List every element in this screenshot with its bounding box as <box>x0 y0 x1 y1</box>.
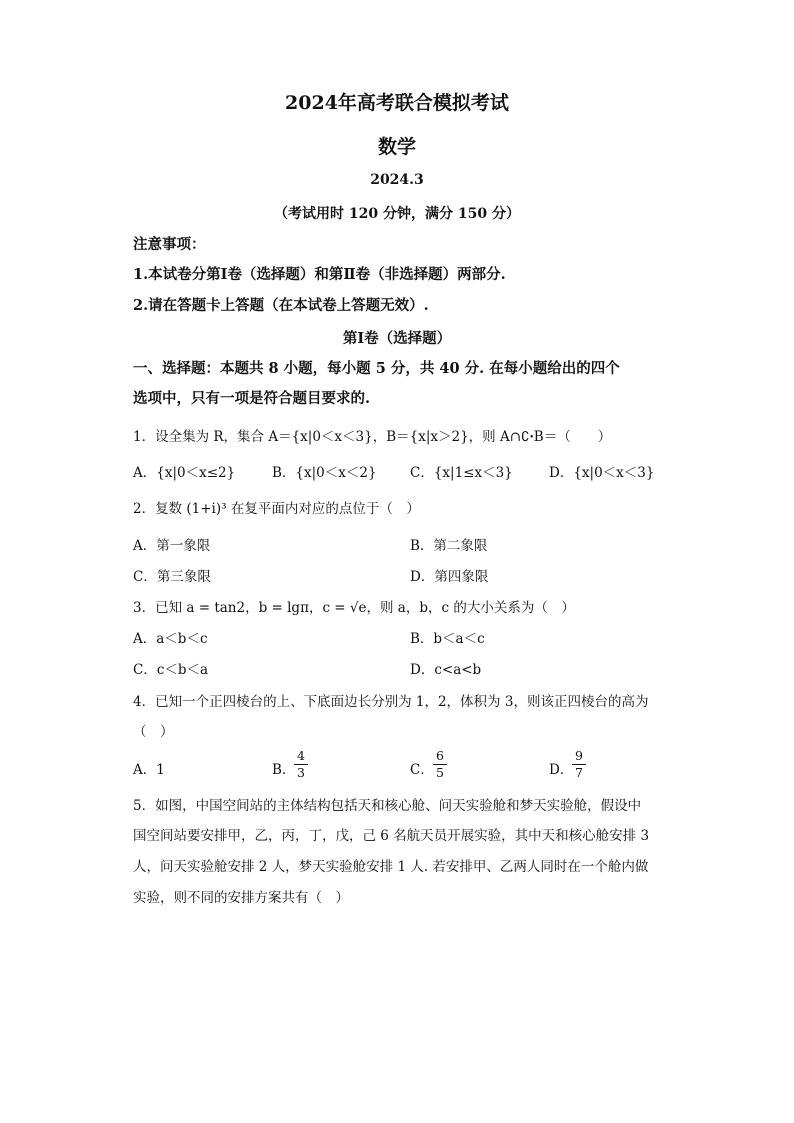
question-1-option-b: B．{x|0＜x＜2} <box>272 465 377 481</box>
question-5-stem: 实验，则不同的安排方案共有（ ） <box>133 890 349 906</box>
exam-date: 2024.3 <box>370 172 424 188</box>
question-4-fraction-d: 9 7 <box>572 749 586 780</box>
notes-heading: 注意事项： <box>133 236 206 253</box>
question-4-option-a: A．1 <box>133 762 165 778</box>
question-3-option-b: B．b＜a＜c <box>410 631 485 647</box>
section-instruction: 一、选择题：本题共 8 小题，每小题 5 分，共 40 分. 在每小题给出的四个 <box>133 360 620 377</box>
question-5-stem: 5．如图，中国空间站的主体结构包括天和核心舱、问天实验舱和梦天实验舱，假设中 <box>133 798 642 814</box>
question-4-fraction-b: 4 3 <box>294 749 308 780</box>
section-title: 第Ⅰ卷（选择题） <box>342 330 452 347</box>
exam-title: 2024年高考联合模拟考试 <box>285 92 509 114</box>
question-2-option-c: C．第三象限 <box>133 569 211 585</box>
question-4-stem: 4．已知一个正四棱台的上、下底面边长分别为 1，2，体积为 3，则该正四棱台的高为 <box>133 694 649 710</box>
question-1-option-c: C．{x|1≤x＜3} <box>410 465 513 481</box>
exam-subject: 数学 <box>377 136 416 158</box>
note-item: 1.本试卷分第Ⅰ卷（选择题）和第Ⅱ卷（非选择题）两部分. <box>133 266 506 283</box>
question-4-fraction-c: 6 5 <box>433 749 447 780</box>
question-2-option-d: D．第四象限 <box>410 569 489 585</box>
question-4-option-b: B． <box>272 762 296 778</box>
section-instruction: 选项中，只有一项是符合题目要求的. <box>133 390 371 407</box>
question-4-stem: （ ） <box>133 724 174 740</box>
exam-duration: （考试用时 120 分钟，满分 150 分） <box>274 206 520 222</box>
question-5-stem: 人，问天实验舱安排 2 人，梦天实验舱安排 1 人. 若安排甲、乙两人同时在一个舱内做 <box>133 859 649 875</box>
question-2-option-a: A．第一象限 <box>133 538 211 554</box>
question-4-option-d: D． <box>549 762 574 778</box>
question-1-stem: 1．设全集为 R，集合 A＝{x|0＜x＜3}，B＝{x|x＞2}，则 A∩∁ꞏB＝（ ） <box>133 429 612 445</box>
question-3-option-c: C．c＜b＜a <box>133 662 209 678</box>
question-3-stem: 3．已知 a = tan2，b = lgπ，c = √e，则 a，b，c 的大小关系为（ ） <box>133 600 575 616</box>
note-item: 2.请在答题卡上答题（在本试卷上答题无效）. <box>133 297 429 314</box>
question-2-option-b: B．第二象限 <box>410 538 488 554</box>
question-1-option-d: D．{x|0＜x＜3} <box>549 465 655 481</box>
question-2-stem: 2．复数 (1+i)³ 在复平面内对应的点位于（ ） <box>133 501 420 517</box>
question-1-option-a: A．{x|0＜x≤2} <box>133 465 236 481</box>
question-5-stem: 国空间站要安排甲，乙，丙，丁，戊，己 6 名航天员开展实验，其中天和核心舱安排 3 <box>133 828 650 844</box>
question-3-option-a: A．a＜b＜c <box>133 631 208 647</box>
question-4-option-c: C． <box>410 762 434 778</box>
question-3-option-d: D．c<a<b <box>410 662 482 678</box>
